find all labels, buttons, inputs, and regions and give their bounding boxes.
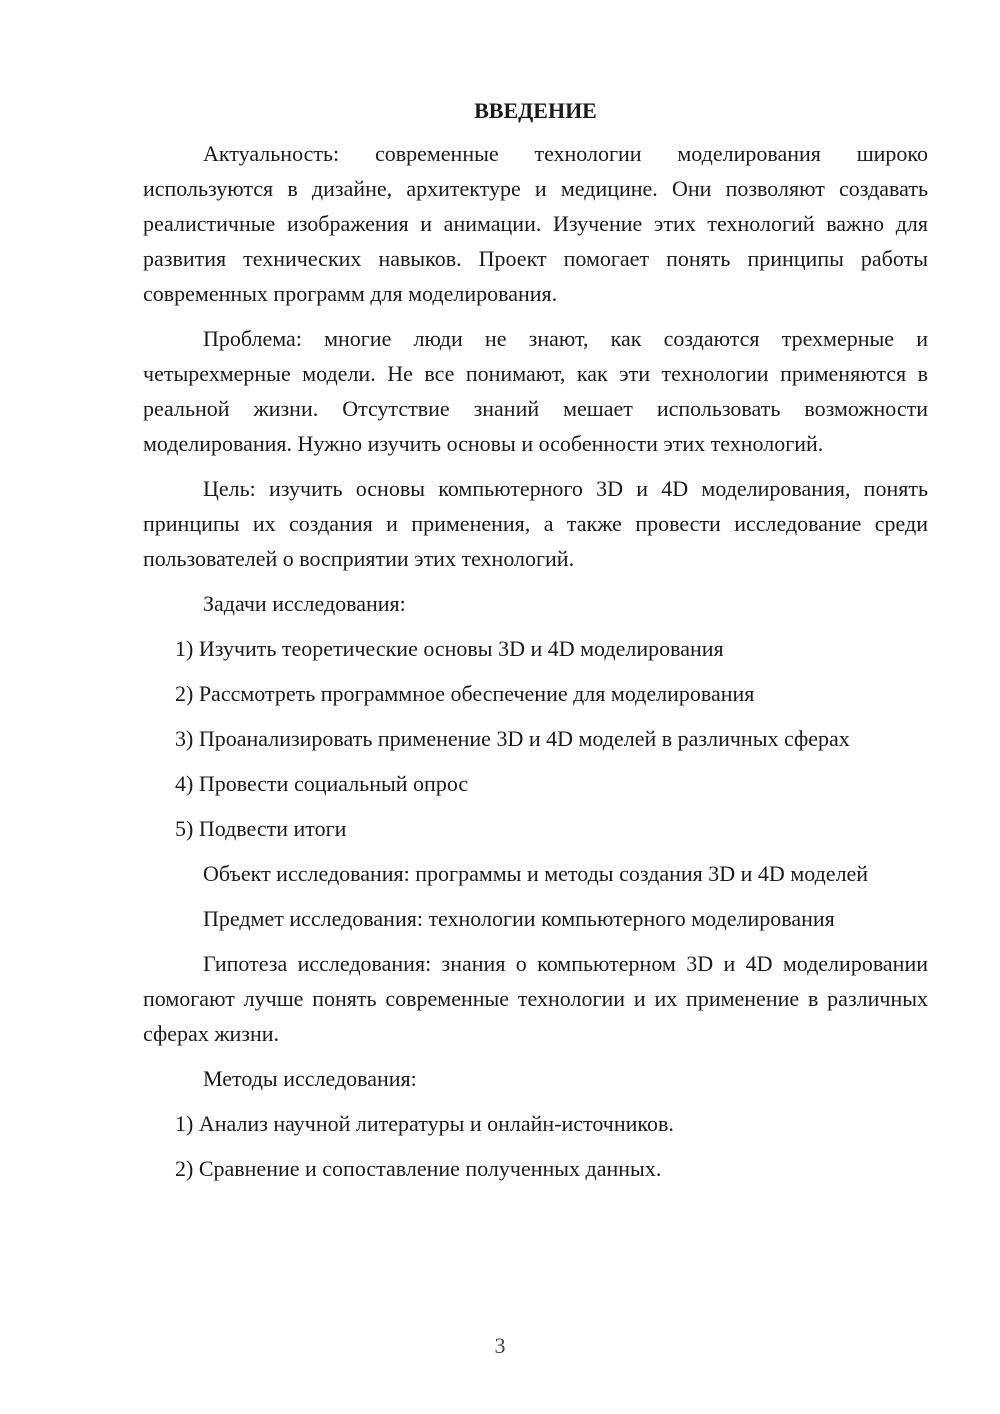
methods-list — [143, 1106, 928, 1186]
subject-paragraph: Предмет исследования: технологии компьютерного моделирования — [203, 906, 835, 931]
task-item: 1) Изучить теоретические основы 3D и 4D моделирования — [175, 636, 724, 661]
task-item: 5) Подвести итоги — [175, 816, 347, 841]
task-item: 3) Проанализировать применение 3D и 4D моделей в различных сферах — [175, 726, 850, 751]
methods-label: Методы исследования: — [203, 1066, 417, 1091]
page-number: 3 — [494, 1333, 506, 1358]
task-item: 4) Провести социальный опрос — [175, 771, 469, 796]
relevance-paragraph: Актуальность: современные технологии моделирования широко используются в дизайне, архитектуре и медицине. Они позволяют создавать реалистичные изображения и анимации. Изучение этих технологий важно для развития технических навыков. Проект помогает понять принципы работы современных программ для моделирования. — [143, 141, 928, 306]
tasks-label: Задачи исследования: — [203, 591, 406, 616]
goal-paragraph: Цель: изучить основы компьютерного 3D и 4D моделирования, понять принципы их создания и применения, а также провести исследование среди пользователей о восприятии этих технологий. — [143, 476, 928, 571]
page-title: ВВЕДЕНИЕ — [474, 98, 597, 123]
document-page — [143, 96, 928, 1196]
problem-paragraph: Проблема: многие люди не знают, как создаются трехмерные и четырехмерные модели. Не все понимают, как эти технологии применяются в реальной жизни. Отсутствие знаний мешает использовать возможности моделирования. Нужно изучить основы и особенности этих технологий. — [143, 326, 928, 456]
task-item: 2) Рассмотреть программное обеспечение для моделирования — [175, 681, 755, 706]
method-item: 1) Анализ научной литературы и онлайн-источников. — [175, 1111, 674, 1136]
object-paragraph: Объект исследования: программы и методы создания 3D и 4D моделей — [203, 861, 869, 886]
method-item: 2) Сравнение и сопоставление полученных данных. — [175, 1156, 662, 1181]
hypothesis-paragraph: Гипотеза исследования: знания о компьютерном 3D и 4D моделировании помогают лучше понять современные технологии и их применение в различных сферах жизни. — [143, 951, 928, 1046]
tasks-list — [143, 631, 928, 846]
